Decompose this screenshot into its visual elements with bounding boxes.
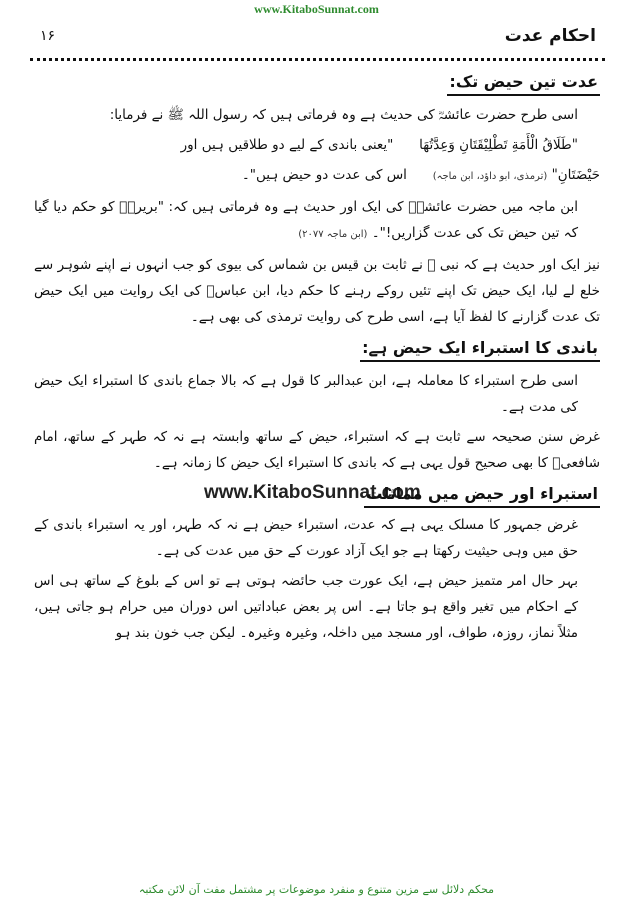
paragraph: نیز ایک اور حدیث ہے کہ نبی ﷺ نے ثابت بن قیس بن شماس کی بیوی کو جب انہوں نے اپنے شوہر سے خلع لے لیا، ایک حیض تک اپنے تئیں روکے رہنے کا حکم دیا، ابن عباسؓ کی ایک روایت میں ایک حیض تک عدت گزارنے کا لفظ آیا ہے، اسی طرح کی روایت ترمذی کی بھی ہے۔: [34, 257, 600, 325]
watermark-url: www.KitaboSunnat.com: [204, 482, 421, 503]
urdu-translation: "یعنی باندی کے لیے دو طلاقیں ہیں اور: [180, 137, 394, 153]
page-number: ۱۶: [40, 28, 56, 44]
reference: (ترمذی، ابو داؤد، ابن ماجہ): [432, 171, 548, 182]
paragraph-text: ابن ماجہ میں حضرت عائشہؓ کی ایک اور حدیث ہے وہ فرماتی ہیں کہ: "بریرہؓ کو حکم دیا گیا کہ تین حیض تک کی عدت گزاریں!"۔: [34, 199, 578, 241]
paragraph: اسی طرح حضرت عائشہؓ کی حدیث ہے وہ فرماتی ہیں کہ رسول اللہ ﷺ نے فرمایا:: [109, 107, 578, 123]
heading-row: [34, 480, 600, 508]
paragraph: غرض جمہور کا مسلک یہی ہے کہ عدت، استبراء حیض ہے نہ کہ طہر، اور یہ استبراء باندی کے حق میں وہی حیثیت رکھتا ہے جو ایک آزاد عورت کے حق میں عدت کی ہے۔: [34, 517, 578, 559]
reference: (ابن ماجہ ۲۰۷۷): [298, 229, 368, 240]
section-heading-istibra: باندی کا استبراء ایک حیض ہے:: [360, 336, 600, 362]
arabic-text: "طَلَاقُ الْأَمَةِ تَطْلِیْقَتَانِ وَعِدَّتُهَا: [419, 137, 578, 153]
page-header: [32, 26, 602, 54]
hadith-line-1: [34, 132, 600, 158]
header-divider: [30, 58, 605, 61]
footer-tagline: محکم دلائل سے مزین متنوع و منفرد موضوعات پر مشتمل مفت آن لائن مکتبہ: [138, 883, 495, 896]
section-heading-mumasilat: استبراء اور حیض میں مماثلت: [364, 482, 600, 508]
paragraph: اسی طرح استبراء کا معاملہ ہے، ابن عبدالبر کا قول ہے کہ بالا جماع باندی کا استبراء ایک حیض کی مدت ہے۔: [34, 373, 578, 415]
arabic-text: حَیْضَتَانِ": [551, 167, 600, 183]
hadith-line-2: [34, 162, 600, 190]
page-content: [34, 68, 600, 650]
paragraph: [34, 194, 600, 248]
paragraph: غرض سنن صحیحہ سے ثابت ہے کہ استبراء، حیض کے ساتھ وابستہ ہے نہ کہ طہر کے ساتھ، امام شافعیؒ کا بھی صحیح قول یہی ہے کہ باندی کا استبراء ایک حیض کا زمانہ ہے۔: [34, 429, 600, 471]
book-title: احکام عدت: [504, 26, 596, 46]
site-url[interactable]: www.KitaboSunnat.com: [254, 2, 379, 16]
paragraph: بہر حال امر متمیز حیض ہے، ایک عورت جب حائضہ ہوتی ہے تو اس کے بلوغ کے ساتھ ہی اس کے احکام میں تغیر واقع ہو جاتا ہے۔ اس پر بعض عباداتیں اس دوران میں حرام ہو جاتی ہیں، مثلاً نماز، روزہ، طواف، اور مسجد میں داخلہ، وغیرہ وغیرہ۔ لیکن جب خون بند ہو: [34, 573, 578, 641]
urdu-translation: اس کی عدت دو حیض ہیں"۔: [241, 167, 407, 183]
section-heading-iddat: عدت تین حیض تک:: [447, 70, 600, 96]
